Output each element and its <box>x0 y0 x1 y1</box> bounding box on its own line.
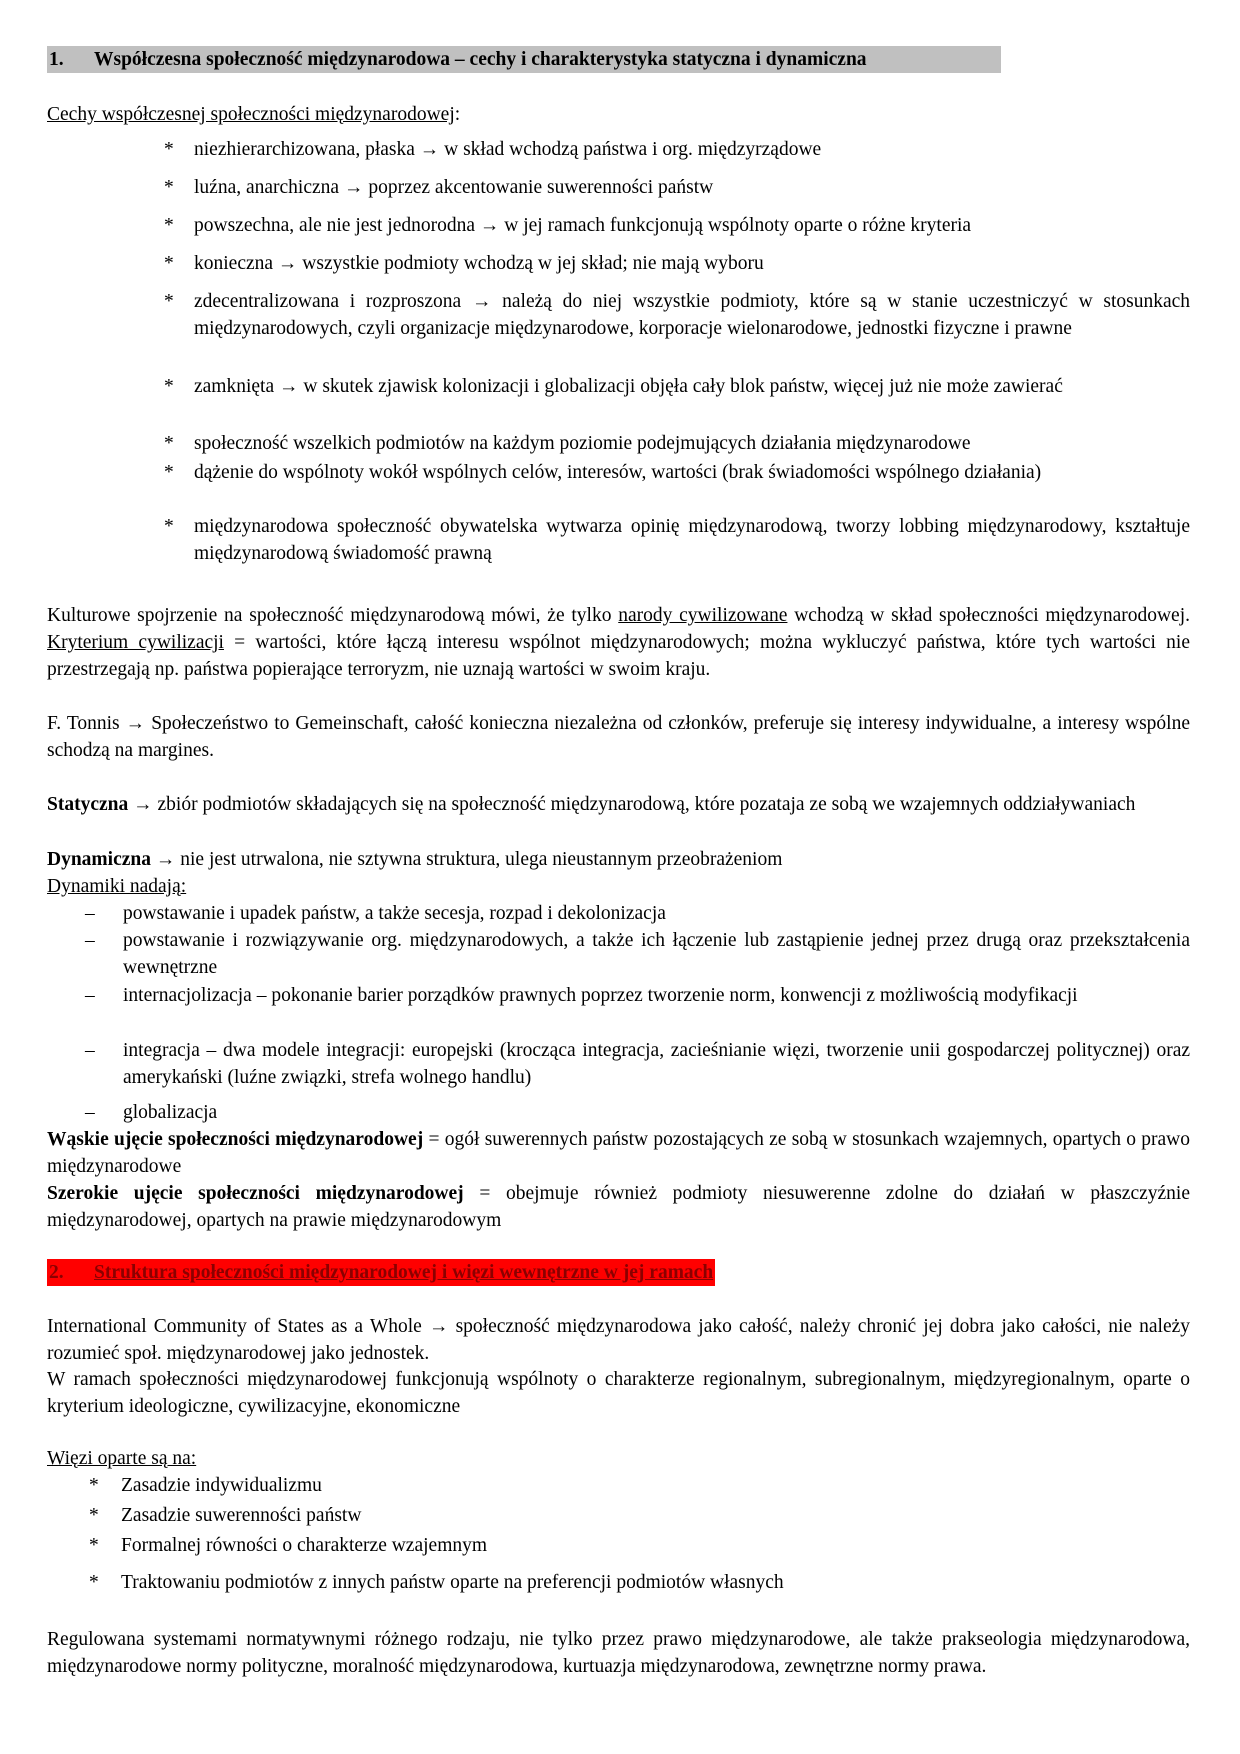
arrow-icon: → <box>419 139 440 160</box>
list-item <box>164 212 1190 239</box>
list-item <box>89 1502 1190 1529</box>
asterisk-bullet-icon: * <box>164 253 174 274</box>
text: Zasadzie indywidualizmu <box>121 1475 322 1496</box>
list-item <box>164 513 1190 567</box>
list-item <box>85 1037 1190 1091</box>
list-item <box>164 430 1190 457</box>
text: = wartości, które łączą interesu wspólnot międzynarodowych; można wykluczyć państwa, które tych wartości nie przestrzegają np. państwa popierające terroryzm, nie uznają wartości w swoim kraju. <box>47 632 1190 680</box>
text: Więzi oparte są na: <box>47 1448 197 1469</box>
text: International Community of States as a Whole <box>47 1316 422 1337</box>
text: Traktowaniu podmiotów z innych państw oparte na preferencji podmiotów własnych <box>121 1572 784 1593</box>
szerokie-paragraph <box>47 1180 1190 1234</box>
dash-bullet-icon: – <box>85 1040 95 1061</box>
arrow-icon: → <box>133 794 153 815</box>
dash-bullet-icon: – <box>85 903 95 924</box>
text: powszechna, ale nie jest jednorodna <box>194 215 476 236</box>
text-underlined: Kryterium cywilizacji <box>47 632 224 653</box>
cechy-title <box>47 101 1190 128</box>
text: społeczność wszelkich podmiotów na każdym poziomie podejmujących działania międzynarodowe <box>194 433 971 454</box>
cechy-title-text: Cechy współczesnej społeczności międzynarodowej <box>47 104 455 125</box>
arrow-icon: → <box>479 215 500 236</box>
arrow-icon: → <box>125 713 146 734</box>
dynamiki-title <box>47 873 1190 900</box>
asterisk-bullet-icon: * <box>164 177 174 198</box>
asterisk-bullet-icon: * <box>164 516 174 537</box>
text: zdecentralizowana i rozproszona <box>194 291 462 312</box>
list-item <box>164 136 1190 163</box>
text: F. Tonnis <box>47 713 120 734</box>
asterisk-bullet-icon: * <box>164 433 174 454</box>
text: należą do niej wszystkie podmioty, które są w stanie uczestniczyć w stosunkach międzynarodowych, czyli organizacje międzynarodowe, korporacje wielonarodowe, jednostki fizyczne i prawne <box>194 291 1191 339</box>
text: integracja – dwa modele integracji: europejski (krocząca integracja, zacieśnianie więzi, tworzenie unii gospodarczej politycznej) oraz amerykański (luźne związki, strefa wolnego handlu) <box>123 1040 1190 1088</box>
text: Dynamiki nadają: <box>47 876 187 897</box>
text: = obejmuje również podmioty niesuwerenne zdolne do działań w płaszczyźnie międzynarodowej, opartych na prawie międzynarodowym <box>47 1183 1190 1231</box>
text: międzynarodowa społeczność obywatelska wytwarza opinię międzynarodową, tworzy lobbing międzynarodowy, kształtuje międzynarodową świadomość prawną <box>194 516 1190 564</box>
list-item <box>164 373 1190 400</box>
dash-bullet-icon: – <box>85 930 95 951</box>
label: Wąskie ujęcie społeczności międzynarodowej <box>47 1129 424 1150</box>
list-item <box>164 459 1190 486</box>
list-item <box>85 927 1190 981</box>
text: luźna, anarchiczna <box>194 177 340 198</box>
text: Zasadzie suwerenności państw <box>121 1505 362 1526</box>
label: Szerokie ujęcie społeczności międzynarodowej <box>47 1183 464 1204</box>
list-item <box>89 1472 1190 1499</box>
list-item <box>164 288 1191 342</box>
arrow-icon: → <box>343 177 364 198</box>
list-item <box>164 174 1190 201</box>
text: poprzez akcentowanie suwerenności państw <box>368 177 714 198</box>
text: Formalnej równości o charakterze wzajemnym <box>121 1535 488 1556</box>
w-ramach-paragraph: W ramach społeczności międzynarodowej funkcjonują wspólnoty o charakterze regionalnym, subregionalnym, międzyregionalnym, oparte o kryterium ideologiczne, cywilizacyjne, ekonomiczne <box>47 1369 1190 1417</box>
text: konieczna <box>194 253 274 274</box>
arrow-icon: → <box>471 291 492 312</box>
label: Dynamiczna <box>47 849 151 870</box>
text: zamknięta <box>194 376 275 397</box>
tonnis-paragraph <box>47 710 1190 764</box>
regulowana-paragraph: Regulowana systemami normatywnymi różnego rodzaju, nie tylko przez prawo międzynarodowe, ale także prakseologia międzynarodowa, międzynarodowe normy polityczne, moralność międzynarodowa, kurtuazja międzynarodowa, zewnętrzne normy prawa. <box>47 1629 1190 1677</box>
waskie-paragraph <box>47 1126 1190 1180</box>
text: w jej ramach funkcjonują wspólnoty oparte o różne kryteria <box>504 215 972 236</box>
arrow-icon: → <box>279 376 299 397</box>
text: zbiór podmiotów składających się na społeczność międzynarodową, które pozataja ze sobą we wzajemnych oddziaływaniach <box>157 794 1136 815</box>
dynamiczna-paragraph <box>47 846 1190 873</box>
text: internacjolizacja – pokonanie barier porządków prawnych poprzez tworzenie norm, konwencji z możliwością modyfikacji <box>123 985 1078 1006</box>
colon: : <box>454 104 461 125</box>
international-paragraph <box>47 1313 1190 1367</box>
arrow-icon: → <box>155 849 176 870</box>
text: wchodzą w skład społeczności międzynarodowej. <box>787 605 1191 626</box>
text: powstawanie i upadek państw, a także secesja, rozpad i dekolonizacja <box>123 903 666 924</box>
list-item <box>89 1569 1190 1596</box>
asterisk-bullet-icon: * <box>164 139 174 160</box>
dash-bullet-icon: – <box>85 985 95 1006</box>
label: Statyczna <box>47 794 129 815</box>
heading-text: Struktura społeczności międzynarodowej i więzi wewnętrzne w jej ramach <box>94 1262 714 1283</box>
asterisk-bullet-icon: * <box>164 462 174 483</box>
arrow-icon: → <box>277 253 298 274</box>
text: dążenie do wspólnoty wokół wspólnych celów, interesów, wartości (brak świadomości wspólnego działania) <box>194 462 1042 483</box>
list-item <box>85 1099 1190 1126</box>
asterisk-bullet-icon: * <box>89 1535 99 1556</box>
heading-number: 2. <box>49 1262 64 1283</box>
text: nie jest utrwalona, nie sztywna struktura, ulega nieustannym przeobrażeniom <box>180 849 783 870</box>
text: = ogół suwerennych państw pozostających ze sobą w stosunkach wzajemnych, opartych o prawo międzynarodowe <box>47 1129 1190 1177</box>
heading-text: Współczesna społeczność międzynarodowa – cechy i charakterystyka statyczna i dynamiczna <box>94 49 867 70</box>
text: społeczność międzynarodowa jako całość, należy chronić jej dobra jako całości, nie należy rozumieć społ. międzynarodowej jako jednostek. <box>47 1316 1191 1364</box>
text: w skład wchodzą państwa i org. międzyrządowe <box>444 139 822 160</box>
list-item <box>85 982 1190 1009</box>
asterisk-bullet-icon: * <box>164 291 174 312</box>
text: powstawanie i rozwiązywanie org. międzynarodowych, a także ich łączenie lub zastąpienie jednej przez drugą oraz przekształcenia wewnętrzne <box>123 930 1190 978</box>
asterisk-bullet-icon: * <box>164 215 174 236</box>
asterisk-bullet-icon: * <box>89 1475 99 1496</box>
list-item <box>164 250 1190 277</box>
asterisk-bullet-icon: * <box>164 376 174 397</box>
statyczna-paragraph <box>47 791 1190 818</box>
text: Kulturowe spojrzenie na społeczność międzynarodową mówi, że tylko <box>47 605 619 626</box>
list-item <box>89 1532 1190 1559</box>
text: niezhierarchizowana, płaska <box>194 139 415 160</box>
dash-bullet-icon: – <box>85 1102 95 1123</box>
asterisk-bullet-icon: * <box>89 1505 99 1526</box>
text: wszystkie podmioty wchodzą w jej skład; nie mają wyboru <box>302 253 764 274</box>
arrow-icon: → <box>428 1316 449 1337</box>
text: w skutek zjawisk kolonizacji i globalizacji objęła cały blok państw, więcej już nie może zawierać <box>303 376 1063 397</box>
wiezi-title <box>47 1445 1190 1472</box>
text: Społeczeństwo to Gemeinschaft, całość konieczna niezależna od członków, preferuje się interesy indywidualne, a interesy wspólne schodzą na margines. <box>47 713 1190 761</box>
text: globalizacja <box>123 1102 218 1123</box>
heading-1 <box>47 46 1001 73</box>
heading-2 <box>47 1259 715 1286</box>
asterisk-bullet-icon: * <box>89 1572 99 1593</box>
heading-number: 1. <box>49 49 64 70</box>
text-underlined: narody cywilizowane <box>618 605 788 626</box>
kulturowe-paragraph <box>47 602 1190 683</box>
list-item <box>85 900 1190 927</box>
